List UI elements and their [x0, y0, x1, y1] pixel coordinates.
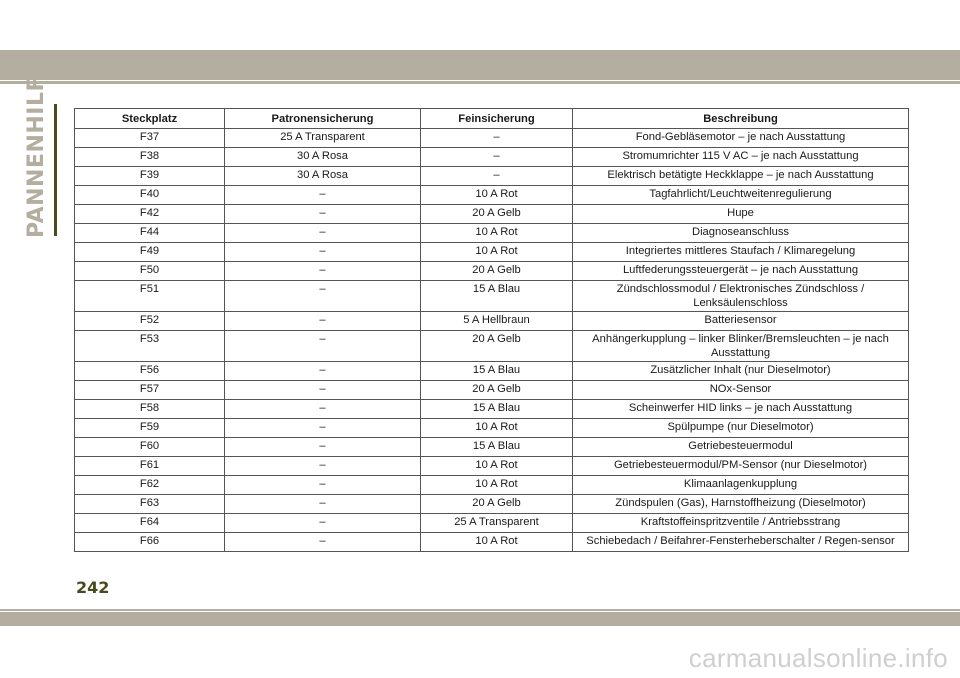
cell-beschreibung: Getriebesteuermodul/PM-Sensor (nur Dieselmotor) [573, 457, 909, 476]
cell-feinsicherung: 20 A Gelb [421, 495, 573, 514]
cell-feinsicherung: 10 A Rot [421, 476, 573, 495]
table-row [75, 362, 909, 381]
cell-patronensicherung: – [225, 362, 421, 381]
cell-patronensicherung: 30 A Rosa [225, 148, 421, 167]
header-steckplatz: Steckplatz [75, 109, 225, 129]
cell-patronensicherung: – [225, 331, 421, 362]
cell-steckplatz: F62 [75, 476, 225, 495]
cell-beschreibung: Zündspulen (Gas), Harnstoffheizung (Dieselmotor) [573, 495, 909, 514]
cell-beschreibung: Stromumrichter 115 V AC – je nach Ausstattung [573, 148, 909, 167]
table-row [75, 457, 909, 476]
watermark: carmanualsonline.info [688, 643, 948, 673]
cell-feinsicherung: – [421, 167, 573, 186]
cell-feinsicherung: 20 A Gelb [421, 331, 573, 362]
table-row [75, 400, 909, 419]
header-rule [0, 81, 960, 84]
cell-patronensicherung: – [225, 312, 421, 331]
table-row [75, 312, 909, 331]
table-row [75, 419, 909, 438]
cell-beschreibung: Zündschlossmodul / Elektronisches Zündschloss / Lenksäulenschloss [573, 281, 909, 312]
cell-patronensicherung: 30 A Rosa [225, 167, 421, 186]
table-row [75, 224, 909, 243]
table-row [75, 148, 909, 167]
cell-beschreibung: Schiebedach / Beifahrer-Fensterheberschalter / Regen-sensor [573, 533, 909, 552]
cell-feinsicherung: 10 A Rot [421, 533, 573, 552]
cell-feinsicherung: – [421, 148, 573, 167]
cell-steckplatz: F57 [75, 381, 225, 400]
cell-beschreibung: Zusätzlicher Inhalt (nur Dieselmotor) [573, 362, 909, 381]
table-row [75, 381, 909, 400]
cell-patronensicherung: – [225, 205, 421, 224]
cell-feinsicherung: 20 A Gelb [421, 262, 573, 281]
cell-steckplatz: F60 [75, 438, 225, 457]
cell-steckplatz: F59 [75, 419, 225, 438]
section-label: PANNENHILFE [24, 60, 49, 238]
header-feinsicherung: Feinsicherung [421, 109, 573, 129]
cell-patronensicherung: – [225, 186, 421, 205]
cell-patronensicherung: – [225, 495, 421, 514]
cell-patronensicherung: – [225, 262, 421, 281]
table-row [75, 129, 909, 148]
table-row [75, 281, 909, 312]
cell-feinsicherung: 10 A Rot [421, 186, 573, 205]
cell-feinsicherung: 25 A Transparent [421, 514, 573, 533]
header-band [0, 50, 960, 80]
cell-patronensicherung: – [225, 224, 421, 243]
cell-feinsicherung: 10 A Rot [421, 457, 573, 476]
cell-steckplatz: F44 [75, 224, 225, 243]
table-row [75, 205, 909, 224]
fuse-table [74, 108, 909, 552]
cell-beschreibung: Getriebesteuermodul [573, 438, 909, 457]
table-body [75, 129, 909, 552]
footer-rule [0, 609, 960, 611]
table-row [75, 438, 909, 457]
cell-patronensicherung: – [225, 419, 421, 438]
cell-patronensicherung: – [225, 476, 421, 495]
table-row [75, 331, 909, 362]
cell-feinsicherung: 10 A Rot [421, 419, 573, 438]
cell-feinsicherung: 15 A Blau [421, 362, 573, 381]
cell-steckplatz: F51 [75, 281, 225, 312]
cell-feinsicherung: 20 A Gelb [421, 205, 573, 224]
page-number: 242 [76, 578, 110, 597]
cell-patronensicherung: – [225, 243, 421, 262]
cell-patronensicherung: – [225, 533, 421, 552]
cell-patronensicherung: – [225, 281, 421, 312]
cell-steckplatz: F63 [75, 495, 225, 514]
section-marker [54, 104, 57, 236]
cell-steckplatz: F58 [75, 400, 225, 419]
table-row [75, 262, 909, 281]
table-row [75, 167, 909, 186]
cell-patronensicherung: – [225, 514, 421, 533]
cell-beschreibung: Anhängerkupplung – linker Blinker/Bremsleuchten – je nach Ausstattung [573, 331, 909, 362]
table-row [75, 476, 909, 495]
cell-patronensicherung: – [225, 457, 421, 476]
cell-beschreibung: NOx-Sensor [573, 381, 909, 400]
cell-steckplatz: F66 [75, 533, 225, 552]
header-patronensicherung: Patronensicherung [225, 109, 421, 129]
cell-feinsicherung: 20 A Gelb [421, 381, 573, 400]
table-row [75, 186, 909, 205]
cell-steckplatz: F37 [75, 129, 225, 148]
cell-feinsicherung: 10 A Rot [421, 243, 573, 262]
cell-beschreibung: Spülpumpe (nur Dieselmotor) [573, 419, 909, 438]
cell-beschreibung: Integriertes mittleres Staufach / Klimaregelung [573, 243, 909, 262]
cell-beschreibung: Luftfederungssteuergerät – je nach Ausstattung [573, 262, 909, 281]
cell-feinsicherung: 15 A Blau [421, 438, 573, 457]
cell-beschreibung: Tagfahrlicht/Leuchtweitenregulierung [573, 186, 909, 205]
cell-steckplatz: F61 [75, 457, 225, 476]
cell-beschreibung: Kraftstoffeinspritzventile / Antriebsstrang [573, 514, 909, 533]
cell-steckplatz: F39 [75, 167, 225, 186]
table-row [75, 495, 909, 514]
cell-steckplatz: F52 [75, 312, 225, 331]
cell-beschreibung: Hupe [573, 205, 909, 224]
cell-beschreibung: Fond-Gebläsemotor – je nach Ausstattung [573, 129, 909, 148]
cell-feinsicherung: 5 A Hellbraun [421, 312, 573, 331]
cell-steckplatz: F38 [75, 148, 225, 167]
cell-patronensicherung: – [225, 438, 421, 457]
cell-patronensicherung: 25 A Transparent [225, 129, 421, 148]
cell-beschreibung: Elektrisch betätigte Heckklappe – je nach Ausstattung [573, 167, 909, 186]
cell-steckplatz: F40 [75, 186, 225, 205]
cell-steckplatz: F53 [75, 331, 225, 362]
footer-band [0, 612, 960, 626]
header-beschreibung: Beschreibung [573, 109, 909, 129]
table-header-row [75, 109, 909, 129]
cell-beschreibung: Klimaanlagenkupplung [573, 476, 909, 495]
cell-beschreibung: Batteriesensor [573, 312, 909, 331]
cell-beschreibung: Diagnoseanschluss [573, 224, 909, 243]
cell-feinsicherung: 15 A Blau [421, 281, 573, 312]
cell-patronensicherung: – [225, 381, 421, 400]
cell-steckplatz: F64 [75, 514, 225, 533]
cell-feinsicherung: 15 A Blau [421, 400, 573, 419]
cell-patronensicherung: – [225, 400, 421, 419]
cell-feinsicherung: 10 A Rot [421, 224, 573, 243]
table-row [75, 514, 909, 533]
cell-steckplatz: F56 [75, 362, 225, 381]
cell-steckplatz: F50 [75, 262, 225, 281]
table-row [75, 243, 909, 262]
cell-steckplatz: F49 [75, 243, 225, 262]
cell-steckplatz: F42 [75, 205, 225, 224]
cell-feinsicherung: – [421, 129, 573, 148]
table-row [75, 533, 909, 552]
cell-beschreibung: Scheinwerfer HID links – je nach Ausstattung [573, 400, 909, 419]
